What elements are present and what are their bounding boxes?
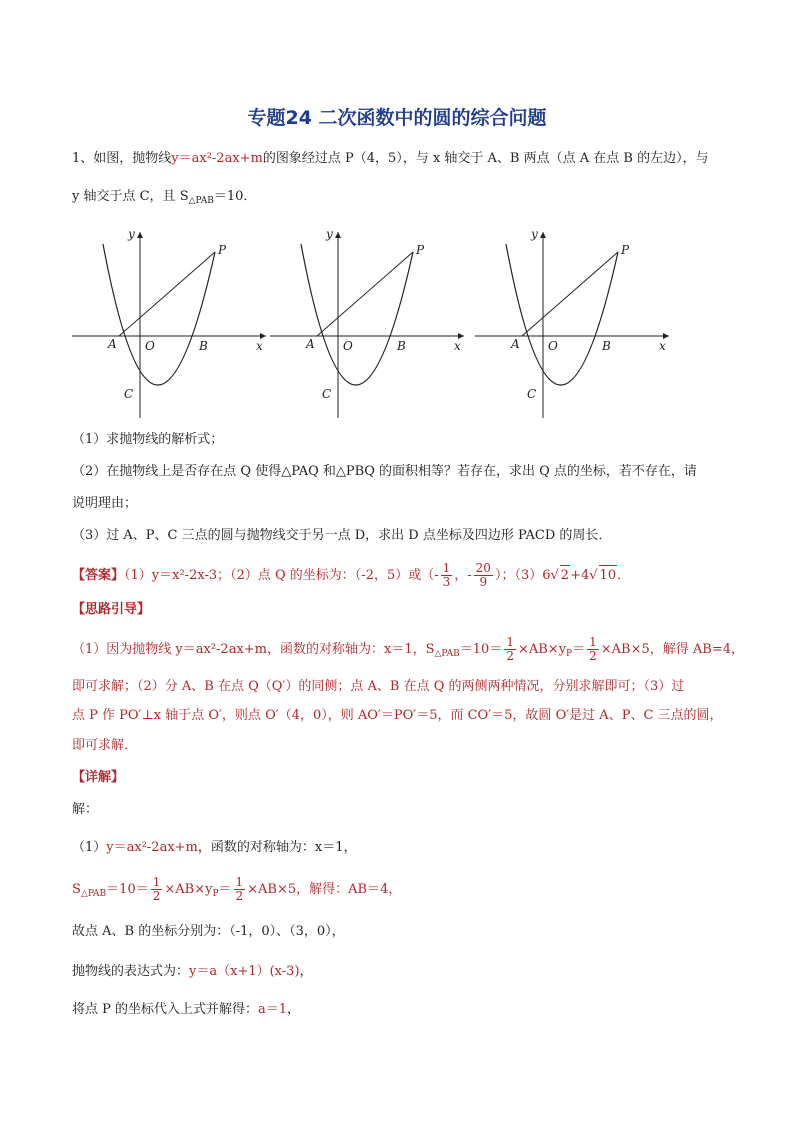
label-a: A xyxy=(511,337,520,351)
fraction-numerator: 1 xyxy=(506,635,514,649)
detail-label xyxy=(72,768,124,788)
hint-text: （1）因为抛物线 y＝ax²-2ax+m，函数的对称轴为：x＝1，S xyxy=(72,642,435,657)
fraction-numerator: 1 xyxy=(235,875,244,889)
detail-line-5 xyxy=(72,1000,300,1020)
detail-equation: a＝1 xyxy=(258,1002,288,1017)
question-2-line-1: （2）在抛物线上是否存在点 Q 使得△PAQ 和△PBQ 的面积相等？若存在，求出 Q 点的坐标，若不存在，请 xyxy=(72,464,697,479)
parabola xyxy=(301,244,413,385)
label-y: y xyxy=(326,227,333,241)
fraction-numerator: 1 xyxy=(442,561,451,575)
fraction-numerator: 1 xyxy=(589,635,597,649)
question-3: （3）过 A、P、C 三点的圆与抛物线交于另一点 D，求出 D 点坐标及四边形 PACD 的周长． xyxy=(72,528,612,543)
detail-text: ×AB×5，解得：AB＝4， xyxy=(247,882,402,897)
problem-text: 的图象经过点 P（4，5），与 x 轴交于 A、B 两点（点 A 在点 B 的左边），与 xyxy=(262,151,709,166)
answer-text: ． xyxy=(617,568,631,583)
label-a: A xyxy=(306,337,315,351)
hint-line-3: 点 P 作 PO′⊥x 轴于点 O′，则点 O′（4，0），则 AO′＝PO′＝5，而 CO′＝5，故圆 O′是过 A、P、C 三点的圆， xyxy=(72,708,723,723)
detail-line-4 xyxy=(72,962,313,982)
area-subscript: △PAB xyxy=(188,196,214,206)
label-p: P xyxy=(416,243,425,257)
detail-equation: y＝ax²-2ax+m xyxy=(106,840,198,855)
parabola xyxy=(103,244,215,385)
label-c: C xyxy=(124,387,134,401)
radical-2: 2 xyxy=(560,565,570,586)
detail-line-1 xyxy=(72,838,357,858)
line-ap xyxy=(522,252,618,336)
fraction-half xyxy=(587,636,599,663)
fraction-numerator: 1 xyxy=(152,875,161,889)
figure-3 xyxy=(475,227,669,418)
detail-text: ×AB×y xyxy=(164,882,213,897)
hint-text: ＝10＝ xyxy=(459,642,503,657)
answer-text: （1）y＝x²-2x-3；（2）点 Q 的坐标为：（-2，5）或（- xyxy=(124,568,439,583)
radical-10: 10 xyxy=(599,565,618,586)
fraction-denominator: 2 xyxy=(235,889,244,903)
label-o: O xyxy=(145,339,155,353)
detail-text: ， xyxy=(299,964,313,979)
label-b: B xyxy=(602,339,611,353)
detail-text: ，函数的对称轴为：x＝1， xyxy=(197,840,357,855)
fraction-1-3 xyxy=(441,562,453,589)
page-title: 专题24 二次函数中的圆的综合问题 xyxy=(247,107,547,129)
answer-label: 【答案】 xyxy=(72,568,125,583)
answer-text: ）；（3）6 xyxy=(494,568,551,583)
figures xyxy=(0,222,794,422)
fraction-half xyxy=(504,636,516,663)
problem-equation: y＝ax²-2ax+m xyxy=(171,151,263,166)
hint-line-2: 即可求解；（2）分 A、B 在点 Q（Q′）的同侧；点 A、B 在点 Q 的两侧两种情况，分别求解即可；（3）过 xyxy=(72,679,685,694)
detail-label-text: 【详解】 xyxy=(72,770,125,785)
problem-text: 1、如图，抛物线 xyxy=(72,151,172,166)
label-o: O xyxy=(343,339,353,353)
problem-text: y 轴交于点 C，且 S xyxy=(72,189,189,204)
problem-text: ＝10． xyxy=(213,189,257,204)
label-x: x xyxy=(454,339,461,353)
detail-text: 将点 P 的坐标代入上式并解得： xyxy=(72,1002,259,1017)
detail-text: ， xyxy=(287,1002,301,1017)
label-y: y xyxy=(531,227,538,241)
problem-line-2 xyxy=(72,187,256,211)
detail-text: S xyxy=(72,882,81,897)
fraction-denominator: 2 xyxy=(506,649,514,663)
answer-line: 【答案】（1）y＝x²-2x-3；（2）点 Q 的坐标为：（-2，5）或（- $\frac{1}{3}$ ，- $\frac{20}{9}$ ）；（3）6√ 2+4√ 10． xyxy=(72,561,631,589)
parabola xyxy=(506,244,618,385)
label-o: O xyxy=(548,339,558,353)
area-subscript: △PAB xyxy=(80,889,107,899)
answer-text: ，- xyxy=(454,568,472,583)
fraction-half xyxy=(234,876,246,903)
label-p: P xyxy=(621,243,630,257)
hint-line-1 xyxy=(72,636,744,664)
detail-line-3: 故点 A、B 的坐标分别为：（-1，0）、（3，0）， xyxy=(72,924,345,939)
detail-text: ＝ xyxy=(218,882,232,897)
label-a: A xyxy=(108,337,117,351)
label-c: C xyxy=(527,387,537,401)
detail-text: 抛物线的表达式为： xyxy=(72,964,190,979)
question-1: （1）求抛物线的解析式； xyxy=(72,432,224,447)
hint-text: ×AB×y xyxy=(517,642,567,657)
p-subscript: P xyxy=(212,889,219,899)
hint-text: ＝ xyxy=(572,642,586,657)
detail-line-2 xyxy=(72,876,401,904)
detail-text: ＝10＝ xyxy=(106,882,149,897)
label-b: B xyxy=(397,339,406,353)
fraction-denominator: 2 xyxy=(589,649,597,663)
figure-2 xyxy=(270,227,464,418)
line-ap xyxy=(119,252,215,336)
label-c: C xyxy=(322,387,332,401)
label-x: x xyxy=(659,339,666,353)
fraction-half xyxy=(151,876,163,903)
fraction-denominator: 9 xyxy=(479,575,488,589)
p-subscript: P xyxy=(566,649,573,659)
label-y: y xyxy=(128,227,135,241)
question-2-line-2: 说明理由； xyxy=(72,496,138,511)
fraction-denominator: 3 xyxy=(442,575,451,589)
fraction-numerator: 20 xyxy=(475,561,491,575)
detail-text: （1） xyxy=(72,840,107,855)
line-ap xyxy=(317,252,413,336)
area-subscript: △PAB xyxy=(434,649,460,659)
label-p: P xyxy=(218,243,227,257)
label-x: x xyxy=(256,339,263,353)
detail-jie: 解： xyxy=(72,802,99,817)
detail-equation: y＝a（x+1）(x-3) xyxy=(189,964,300,979)
hint-label xyxy=(72,600,150,620)
hint-text: ×AB×5，解得 AB=4， xyxy=(600,642,745,657)
answer-text: +4 xyxy=(570,568,590,583)
figure-1 xyxy=(72,227,266,418)
fraction-denominator: 2 xyxy=(152,889,161,903)
fraction-20-9 xyxy=(474,562,493,589)
hint-line-4: 即可求解． xyxy=(72,738,138,753)
label-b: B xyxy=(199,339,208,353)
problem-line-1 xyxy=(72,149,709,169)
hint-label-text: 【思路引导】 xyxy=(72,602,151,617)
